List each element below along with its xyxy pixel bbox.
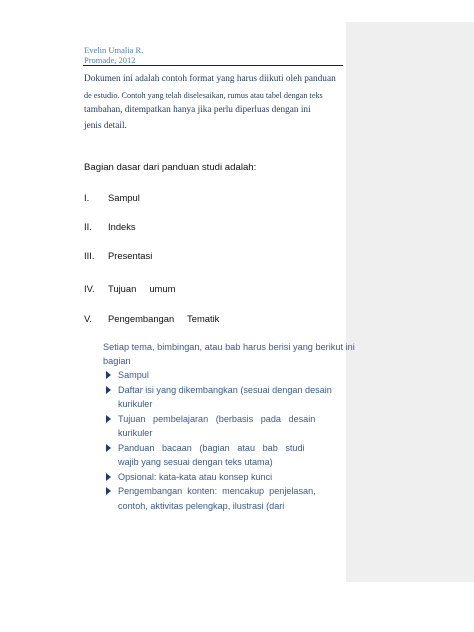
bullet-list bbox=[103, 368, 351, 513]
intro-line: Dokumen ini adalah contoh format yang harus diikuti oleh panduan bbox=[84, 74, 336, 84]
list-numeral: V. bbox=[84, 313, 92, 324]
bullet-item bbox=[103, 484, 351, 513]
triangle-bullet-icon bbox=[106, 444, 111, 452]
bullet-item bbox=[103, 412, 351, 441]
author-name: Evelin Umalia R. bbox=[84, 45, 144, 55]
bullet-item bbox=[103, 470, 351, 485]
bullet-line: kurikuler bbox=[118, 399, 153, 409]
bullet-line: Pengembangan konten: mencakup penjelasan, bbox=[118, 486, 316, 496]
lesson-line: bagian bbox=[103, 356, 131, 367]
list-label: Sampul bbox=[108, 192, 140, 203]
bullet-line: Sampul bbox=[118, 370, 149, 380]
bullet-line: wajib yang sesuai dengan teks utama) bbox=[118, 457, 273, 467]
document-header bbox=[84, 45, 143, 65]
comment-margin-pane bbox=[346, 22, 474, 582]
list-label: Indeks bbox=[108, 221, 136, 232]
triangle-bullet-icon bbox=[106, 473, 111, 481]
lesson-intro bbox=[103, 340, 355, 368]
list-numeral: IV. bbox=[84, 283, 95, 294]
list-label: Presentasi bbox=[108, 250, 153, 261]
bullet-item bbox=[103, 383, 351, 412]
intro-line: de estudio. Contoh yang telah diselesaikan, rumus atau tabel dengan teks bbox=[84, 90, 323, 100]
list-numeral: III. bbox=[84, 250, 95, 261]
lesson-line: Setiap tema, bimbingan, atau bab harus berisi yang berikut ini bbox=[103, 342, 355, 352]
list-numeral: I. bbox=[84, 192, 90, 203]
list-label: Pengembangan Tematik bbox=[108, 313, 220, 324]
bullet-item bbox=[103, 368, 351, 383]
bullet-line: contoh, aktivitas pelengkap, ilustrasi (dari bbox=[118, 500, 285, 511]
intro-line: jenis detail. bbox=[84, 120, 127, 131]
bullet-item bbox=[103, 441, 351, 470]
bullet-line: Opsional: kata-kata atau konsep kunci bbox=[118, 471, 273, 482]
intro-line: tambahan, ditempatkan hanya jika perlu diperluas dengan ini bbox=[84, 105, 311, 115]
triangle-bullet-icon bbox=[106, 415, 111, 423]
intro-paragraph bbox=[84, 72, 346, 134]
section-heading: Bagian dasar dari panduan studi adalah: bbox=[84, 162, 257, 173]
list-numeral: II. bbox=[84, 221, 92, 232]
triangle-bullet-icon bbox=[106, 371, 111, 379]
triangle-bullet-icon bbox=[106, 487, 111, 495]
bullet-line: kurikuler bbox=[118, 428, 153, 438]
header-divider bbox=[83, 65, 343, 66]
program-year: Promade, 2012 bbox=[84, 55, 136, 65]
list-label: Tujuan umum bbox=[108, 283, 176, 294]
bullet-line: Tujuan pembelajaran (berbasis pada desain bbox=[118, 413, 316, 424]
triangle-bullet-icon bbox=[106, 386, 111, 394]
bullet-line: Panduan bacaan (bagian atau bab studi bbox=[118, 442, 305, 453]
bullet-line: Daftar isi yang dikembangkan (sesuai dengan desain bbox=[118, 384, 332, 395]
